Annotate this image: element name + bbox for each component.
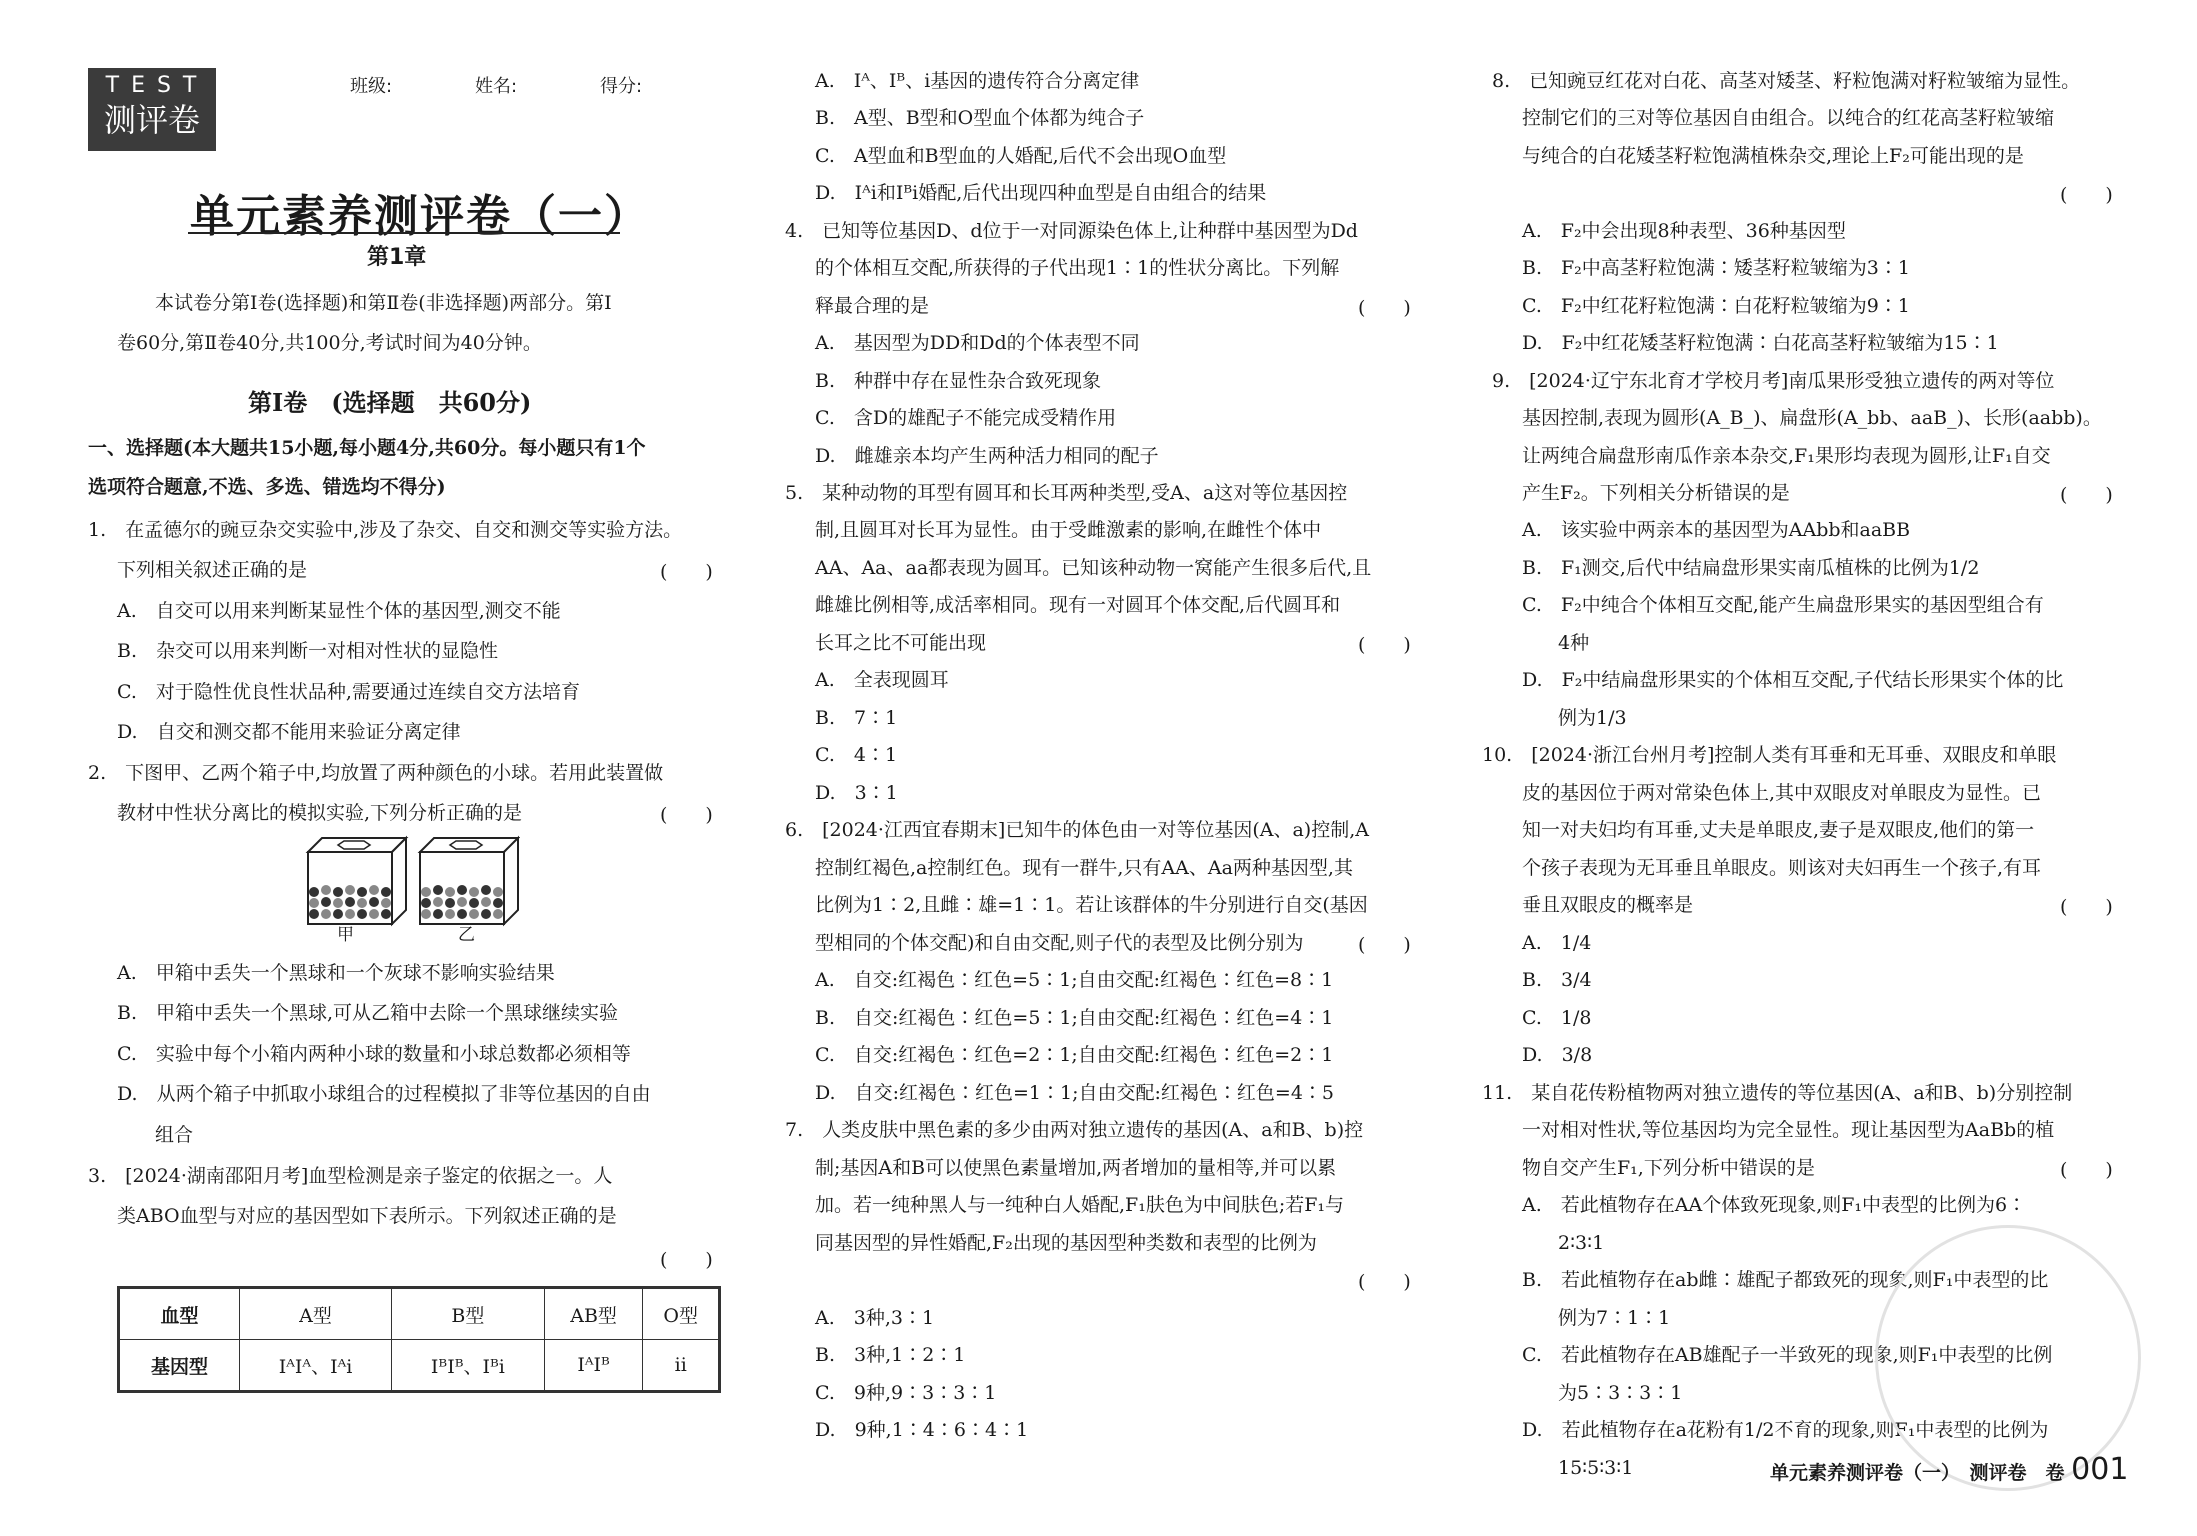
option-line: 4种 (1558, 632, 1590, 654)
option-line: D. 自交和测交都不能用来验证分离定律 (117, 721, 461, 743)
question-line: 与纯合的白花矮茎籽粒饱满植株杂交,理论上F₂可能出现的是 (1522, 145, 2024, 167)
question-line: 制,且圆耳对长耳为显性。由于受雌激素的影响,在雌性个体中 (815, 519, 1322, 541)
option-line: C. 对于隐性优良性状品种,需要通过连续自交方法培育 (117, 681, 580, 703)
option-line: D. Iᴬi和Iᴮi婚配,后代出现四种血型是自由组合的结果 (815, 182, 1267, 204)
option-line: B. 甲箱中丢失一个黑球,可从乙箱中去除一个黑球继续实验 (117, 1002, 619, 1024)
option-line: C. 1/8 (1522, 1007, 1592, 1029)
question-line: 个孩子表现为无耳垂且单眼皮。则该对夫妇再生一个孩子,有耳 (1522, 857, 2042, 879)
option-line: A. 全表现圆耳 (815, 669, 949, 691)
option-line: A. 该实验中两亲本的基因型为AAbb和aaBB (1522, 519, 1911, 541)
question-line: 6. [2024·江西宜春期末]已知牛的体色由一对等位基因(A、a)控制,A (785, 819, 1369, 841)
name-field-label: 姓名: (475, 76, 518, 97)
option-line: A. F₂中会出现8种表型、36种基因型 (1522, 220, 1846, 242)
question-line: 7. 人类皮肤中黑色素的多少由两对独立遗传的基因(A、a和B、b)控 (785, 1119, 1364, 1141)
answer-bracket: ( ) (1358, 1271, 1411, 1293)
answer-bracket: ( ) (660, 804, 713, 826)
question-line: 同基因型的异性婚配,F₂出现的基因型种类数和表型的比例为 (815, 1232, 1317, 1254)
table-cell: IᴮIᴮ、Iᴮi (391, 1340, 544, 1392)
box-yi (420, 838, 518, 924)
option-line: 组合 (155, 1124, 194, 1146)
option-line: A. 3种,3∶1 (815, 1307, 935, 1329)
option-line: C. 9种,9∶3∶3∶1 (815, 1382, 997, 1404)
option-line: B. 7∶1 (815, 707, 898, 729)
question-line: 加。若一纯种黑人与一纯种白人婚配,F₁肤色为中间肤色;若F₁与 (815, 1194, 1345, 1216)
score-field-label: 得分: (600, 76, 643, 97)
class-field-label: 班级: (350, 76, 393, 97)
question-line: 让两纯合扁盘形南瓜作亲本杂交,F₁果形均表现为圆形,让F₁自交 (1522, 445, 2051, 467)
question-line: 3. [2024·湖南邵阳月考]血型检测是亲子鉴定的依据之一。人 (88, 1165, 613, 1187)
table-cell: IᴬIᴬ、Iᴬi (240, 1340, 392, 1392)
footer-text: 单元素养测评卷（一） 测评卷 卷 (1770, 1462, 2065, 1484)
option-line: B. F₂中高茎籽粒饱满∶矮茎籽粒皱缩为3∶1 (1522, 257, 1910, 279)
table-cell: 血型 (119, 1288, 240, 1340)
page-title: 单元素养测评卷（一） (190, 191, 650, 242)
option-line: C. 含D的雄配子不能完成受精作用 (815, 407, 1117, 429)
option-line: C. 若此植物存在AB雄配子一半致死的现象,则F₁中表型的比例 (1522, 1344, 2053, 1366)
answer-bracket: ( ) (2060, 1159, 2113, 1181)
part-title: 选项符合题意,不选、多选、错选均不得分) (88, 476, 446, 498)
chapter-label: 第1章 (367, 245, 427, 270)
option-line: C. A型血和B型血的人婚配,后代不会出现O血型 (815, 145, 1227, 167)
option-line: C. 4∶1 (815, 744, 898, 766)
option-line: D. 9种,1∶4∶6∶4∶1 (815, 1419, 1029, 1441)
ball-boxes-figure (300, 830, 520, 942)
option-line: D. F₂中红花矮茎籽粒饱满∶白花高茎籽粒皱缩为15∶1 (1522, 332, 1999, 354)
option-line: A. 1/4 (1522, 932, 1592, 954)
option-line: B. 自交:红褐色∶红色=5∶1;自由交配:红褐色∶红色=4∶1 (815, 1007, 1334, 1029)
option-line: D. 3∶1 (815, 782, 898, 804)
question-line: 长耳之比不可能出现 (815, 632, 987, 654)
answer-bracket: ( ) (2060, 484, 2113, 506)
answer-bracket: ( ) (2060, 896, 2113, 918)
intro-line: 本试卷分第Ⅰ卷(选择题)和第Ⅱ卷(非选择题)两部分。第Ⅰ (155, 292, 612, 314)
question-line: 知一对夫妇均有耳垂,丈夫是单眼皮,妻子是双眼皮,他们的第一 (1522, 819, 2035, 841)
question-line: 9. [2024·辽宁东北育才学校月考]南瓜果形受独立遗传的两对等位 (1492, 370, 2055, 392)
logo-bottom-text: 测评卷 (103, 101, 200, 139)
table-cell: ii (643, 1340, 720, 1392)
option-line: 例为1/3 (1558, 707, 1627, 729)
question-line: AA、Aa、aa都表现为圆耳。已知该种动物一窝能产生很多后代,且 (815, 557, 1372, 579)
question-line: 型相同的个体交配)和自由交配,则子代的表型及比例分别为 (815, 932, 1304, 954)
option-line: D. 3/8 (1522, 1044, 1593, 1066)
option-line: B. A型、B型和O型血个体都为纯合子 (815, 107, 1145, 129)
box-label: 甲 (337, 925, 354, 945)
option-line: C. 实验中每个小箱内两种小球的数量和小球总数都必须相等 (117, 1043, 631, 1065)
option-line: C. F₂中纯合个体相互交配,能产生扁盘形果实的基因型组合有 (1522, 594, 2044, 616)
question-line: 11. 某自花传粉植物两对独立遗传的等位基因(A、a和B、b)分别控制 (1482, 1082, 2073, 1104)
table-cell: AB型 (544, 1288, 643, 1340)
question-line: 1. 在孟德尔的豌豆杂交实验中,涉及了杂交、自交和测交等实验方法。 (88, 519, 683, 541)
page-footer (1770, 1452, 2128, 1487)
option-line: 15∶5∶3∶1 (1558, 1457, 1634, 1479)
option-line: 为5∶3∶3∶1 (1558, 1382, 1683, 1404)
box-jia (308, 838, 406, 924)
question-line: 释最合理的是 (815, 295, 930, 317)
question-line: 5. 某种动物的耳型有圆耳和长耳两种类型,受A、a这对等位基因控 (785, 482, 1348, 504)
option-line: A. Iᴬ、Iᴮ、i基因的遗传符合分离定律 (815, 70, 1140, 92)
question-line: 比例为1∶2,且雌∶雄=1∶1。若让该群体的牛分别进行自交(基因 (815, 894, 1368, 916)
blood-type-table (117, 1286, 721, 1393)
question-line: 皮的基因位于两对常染色体上,其中双眼皮对单眼皮为显性。已 (1522, 782, 2042, 804)
question-line: 下列相关叙述正确的是 (117, 559, 308, 581)
option-line: C. F₂中红花籽粒饱满∶白花籽粒皱缩为9∶1 (1522, 295, 1910, 317)
question-line: 基因控制,表现为圆形(A_B_)、扁盘形(A_bb、aaB_)、长形(aabb)。 (1522, 407, 2102, 429)
question-line: 控制它们的三对等位基因自由组合。以纯合的红花高茎籽粒皱缩 (1522, 107, 2055, 129)
option-line: 例为7∶1∶1 (1558, 1307, 1671, 1329)
answer-bracket: ( ) (660, 561, 713, 583)
part-title: 一、选择题(本大题共15小题,每小题4分,共60分。每小题只有1个 (88, 437, 646, 459)
question-line: 垂且双眼皮的概率是 (1522, 894, 1694, 916)
table-row (119, 1340, 720, 1392)
intro-line: 卷60分,第Ⅱ卷40分,共100分,考试时间为40分钟。 (117, 332, 542, 354)
option-line: D. 若此植物存在a花粉有1/2不育的现象,则F₁中表型的比例为 (1522, 1419, 2049, 1441)
table-row (119, 1288, 720, 1340)
page-number: 001 (2071, 1452, 2129, 1487)
answer-bracket: ( ) (1358, 634, 1411, 656)
option-line: A. 若此植物存在AA个体致死现象,则F₁中表型的比例为6∶ (1522, 1194, 2027, 1216)
table-cell: O型 (643, 1288, 720, 1340)
answer-bracket: ( ) (2060, 184, 2113, 206)
answer-bracket: ( ) (660, 1249, 713, 1271)
table-cell: 基因型 (119, 1340, 240, 1392)
question-line: 教材中性状分离比的模拟实验,下列分析正确的是 (117, 802, 523, 824)
question-line: 产生F₂。下列相关分析错误的是 (1522, 482, 1790, 504)
question-line: 一对相对性状,等位基因均为完全显性。现让基因型为AaBb的植 (1522, 1119, 2055, 1141)
option-line: B. 3种,1∶2∶1 (815, 1344, 966, 1366)
table-cell: B型 (391, 1288, 544, 1340)
question-line: 8. 已知豌豆红花对白花、高茎对矮茎、籽粒饱满对籽粒皱缩为显性。 (1492, 70, 2081, 92)
answer-bracket: ( ) (1358, 297, 1411, 319)
option-line: D. 雌雄亲本均产生两种活力相同的配子 (815, 445, 1159, 467)
option-line: C. 自交:红褐色∶红色=2∶1;自由交配:红褐色∶红色=2∶1 (815, 1044, 1334, 1066)
title-underline (188, 232, 620, 234)
question-line: 雌雄比例相等,成活率相同。现有一对圆耳个体交配,后代圆耳和 (815, 594, 1341, 616)
table-cell: A型 (240, 1288, 392, 1340)
option-line: D. F₂中结扁盘形果实的个体相互交配,子代结长形果实个体的比 (1522, 669, 2064, 691)
question-line: 类ABO血型与对应的基因型如下表所示。下列叙述正确的是 (117, 1205, 617, 1227)
section-title: 第Ⅰ卷 (选择题 共60分) (248, 388, 532, 417)
option-line: B. 种群中存在显性杂合致死现象 (815, 370, 1102, 392)
question-line: 制;基因A和B可以使黑色素量增加,两者增加的量相等,并可以累 (815, 1157, 1337, 1179)
option-line: D. 从两个箱子中抓取小球组合的过程模拟了非等位基因的自由 (117, 1083, 651, 1105)
logo-top-text: TEST (105, 73, 209, 98)
answer-bracket: ( ) (1358, 934, 1411, 956)
option-line: B. 若此植物存在ab雌∶雄配子都致死的现象,则F₁中表型的比 (1522, 1269, 2049, 1291)
test-logo (88, 68, 216, 151)
option-line: B. 3/4 (1522, 969, 1592, 991)
option-line: B. 杂交可以用来判断一对相对性状的显隐性 (117, 640, 499, 662)
option-line: 2∶3∶1 (1558, 1232, 1605, 1254)
box-label: 乙 (458, 925, 475, 945)
option-line: A. 基因型为DD和Dd的个体表型不同 (815, 332, 1140, 354)
question-line: 物自交产生F₁,下列分析中错误的是 (1522, 1157, 1815, 1179)
question-line: 10. [2024·浙江台州月考]控制人类有耳垂和无耳垂、双眼皮和单眼 (1482, 744, 2057, 766)
question-line: 控制红褐色,a控制红色。现有一群牛,只有AA、Aa两种基因型,其 (815, 857, 1353, 879)
option-line: A. 甲箱中丢失一个黑球和一个灰球不影响实验结果 (117, 962, 555, 984)
option-line: A. 自交可以用来判断某显性个体的基因型,测交不能 (117, 600, 561, 622)
question-line: 的个体相互交配,所获得的子代出现1∶1的性状分离比。下列解 (815, 257, 1340, 279)
table-cell: IᴬIᴮ (544, 1340, 643, 1392)
option-line: D. 自交:红褐色∶红色=1∶1;自由交配:红褐色∶红色=4∶5 (815, 1082, 1334, 1104)
option-line: A. 自交:红褐色∶红色=5∶1;自由交配:红褐色∶红色=8∶1 (815, 969, 1334, 991)
question-line: 2. 下图甲、乙两个箱子中,均放置了两种颜色的小球。若用此装置做 (88, 762, 664, 784)
question-line: 4. 已知等位基因D、d位于一对同源染色体上,让种群中基因型为Dd (785, 220, 1358, 242)
option-line: B. F₁测交,后代中结扁盘形果实南瓜植株的比例为1/2 (1522, 557, 1980, 579)
